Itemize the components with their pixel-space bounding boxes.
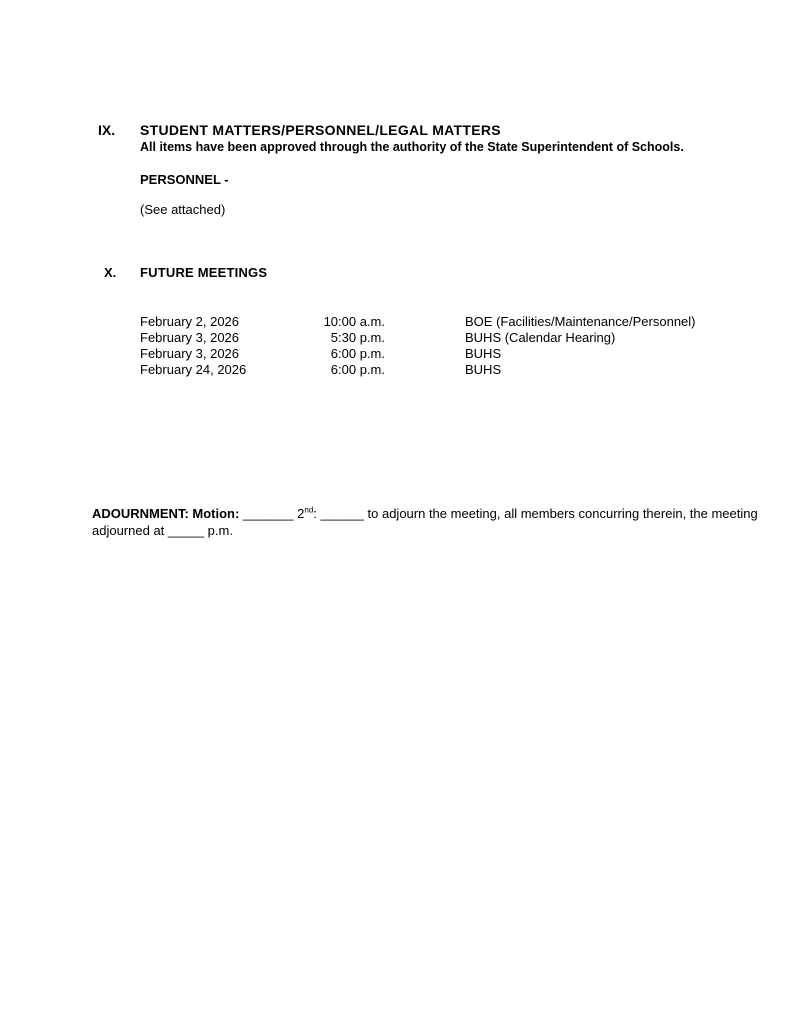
meeting-row — [140, 362, 696, 378]
personnel-heading: PERSONNEL - — [140, 172, 229, 187]
meeting-date: February 3, 2026 — [140, 330, 240, 345]
meeting-row — [140, 330, 696, 346]
meeting-location: BUHS — [465, 346, 502, 361]
section-ix-title: STUDENT MATTERS/PERSONNEL/LEGAL MATTERS — [140, 122, 501, 138]
meeting-time: 10:00 a.m. — [323, 314, 385, 329]
future-meetings-table — [140, 314, 696, 378]
meeting-date: February 24, 2026 — [140, 362, 247, 377]
ordinal-superscript: nd — [304, 505, 314, 515]
section-x-number: X. — [104, 265, 117, 280]
meeting-time: 6:00 p.m. — [330, 362, 385, 377]
section-x-title: FUTURE MEETINGS — [140, 265, 268, 280]
attachment-note: (See attached) — [140, 202, 226, 217]
section-ix-number: IX. — [98, 122, 116, 138]
section-ix-subtitle: All items have been approved through the authority of the State Superintendent of Schools. — [140, 140, 684, 154]
meeting-time: 5:30 p.m. — [330, 330, 385, 345]
adjournment-line1-rest: : ______ to adjourn the meeting, all members concurring therein, the meeting — [313, 506, 758, 521]
adjournment-paragraph — [92, 506, 767, 539]
meeting-location: BUHS — [465, 362, 502, 377]
meeting-location: BOE (Facilities/Maintenance/Personnel) — [465, 314, 696, 329]
meeting-location: BUHS (Calendar Hearing) — [465, 330, 616, 345]
meeting-row — [140, 314, 696, 330]
meeting-time: 6:00 p.m. — [330, 346, 385, 361]
meeting-date: February 2, 2026 — [140, 314, 240, 329]
adjournment-line2: adjourned at _____ p.m. — [92, 522, 233, 538]
meeting-row — [140, 346, 696, 362]
meeting-date: February 3, 2026 — [140, 346, 240, 361]
adjournment-motion-blank: _______ 2 — [239, 506, 305, 521]
adjournment-label: ADOURNMENT: Motion: — [92, 506, 240, 521]
